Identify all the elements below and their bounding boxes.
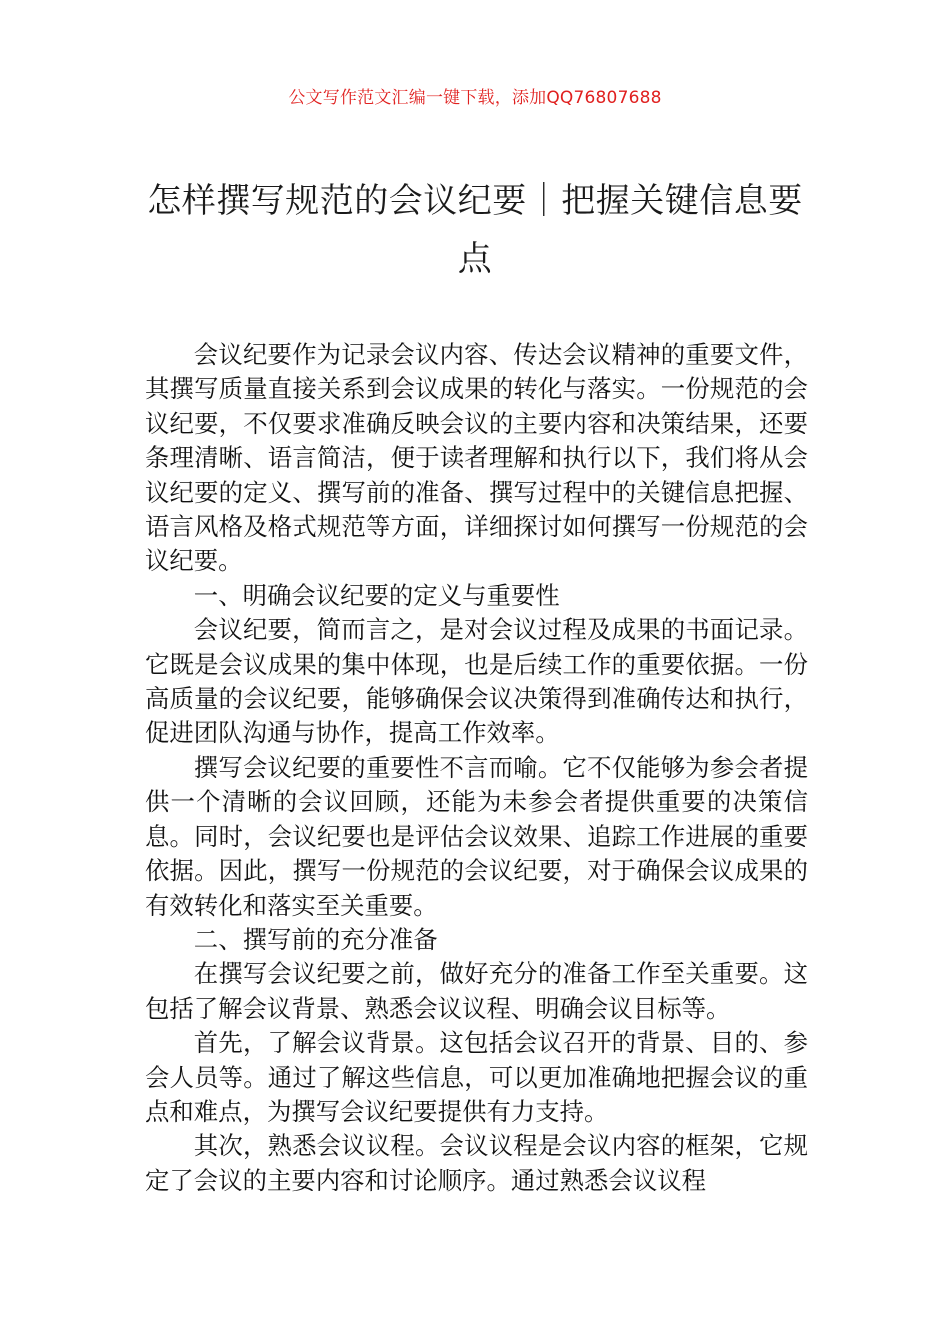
paragraph: 会议纪要，简而言之，是对会议过程及成果的书面记录。它既是会议成果的集中体现，也是后续工作的重要依据。一份高质量的会议纪要，能够确保会议决策得到准确传达和执行，促进团队沟通与协作，提高工作效率。 xyxy=(145,615,808,748)
paragraph: 其次，熟悉会议议程。会议议程是会议内容的框架，它规定了会议的主要内容和讨论顺序。通过熟悉会议议程 xyxy=(145,1131,808,1195)
section-heading-2: 二、撰写前的充分准备 xyxy=(193,924,438,954)
paragraph-intro: 会议纪要作为记录会议内容、传达会议精神的重要文件，其撰写质量直接关系到会议成果的转化与落实。一份规范的会议纪要，不仅要求准确反映会议的主要内容和决策结果，还要条理清晰、语言简洁，便于读者理解和执行以下，我们将从会议纪要的定义、撰写前的准备、撰写过程中的关键信息把握、语言风格及格式规范等方面，详细探讨如何撰写一份规范的会议纪要。 xyxy=(145,340,808,576)
paragraph: 首先，了解会议背景。这包括会议召开的背景、目的、参会人员等。通过了解这些信息，可以更加准确地把握会议的重点和难点，为撰写会议纪要提供有力支持。 xyxy=(145,1028,808,1126)
download-banner: 公文写作范文汇编一键下载，添加QQ76807688 xyxy=(288,88,662,108)
document-body xyxy=(145,338,808,1198)
paragraph: 在撰写会议纪要之前，做好充分的准备工作至关重要。这包括了解会议背景、熟悉会议议程、明确会议目标等。 xyxy=(145,959,808,1023)
document-title: 怎样撰写规范的会议纪要｜把握关键信息要点 xyxy=(147,181,803,279)
section-heading-1: 一、明确会议纪要的定义与重要性 xyxy=(193,580,560,610)
paragraph: 撰写会议纪要的重要性不言而喻。它不仅能够为参会者提供一个清晰的会议回顾，还能为未参会者提供重要的决策信息。同时，会议纪要也是评估会议效果、追踪工作进展的重要依据。因此，撰写一份规范的会议纪要，对于确保会议成果的有效转化和落实至关重要。 xyxy=(145,752,808,920)
